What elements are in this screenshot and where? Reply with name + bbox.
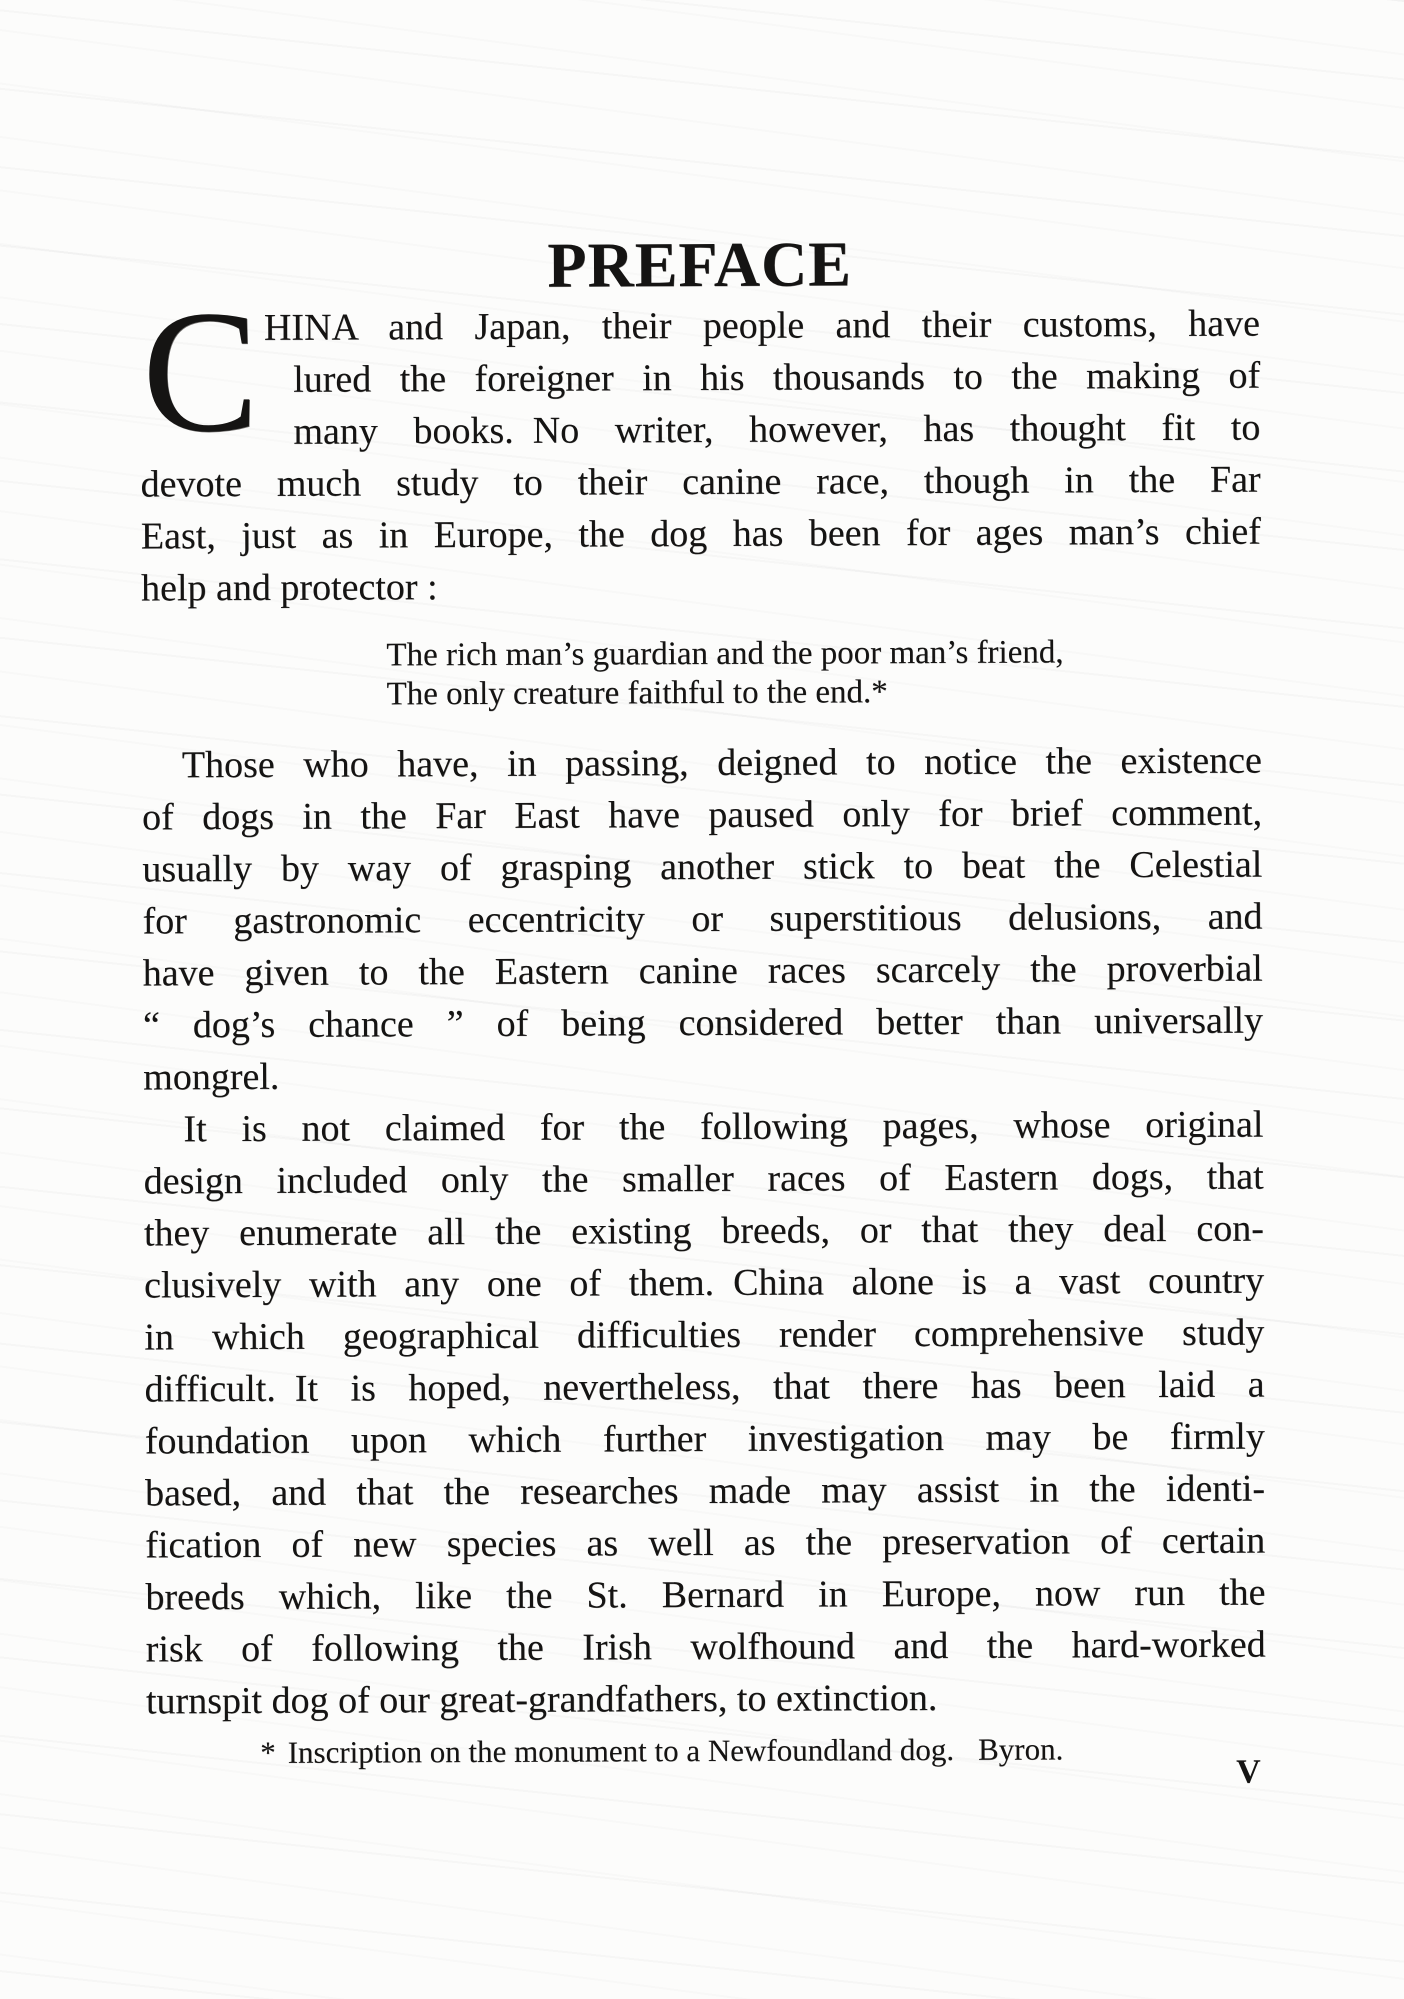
text-line: HINA and Japan, their people and their customs, have <box>263 302 1261 349</box>
text-line: help and protector : <box>140 566 438 610</box>
text-line: turnspit dog of our great-grandfathers, to extinction. <box>145 1676 938 1723</box>
opening-paragraph <box>140 273 1261 615</box>
page-title: PREFACE <box>547 228 853 301</box>
footnote-asterisk: * <box>260 1734 276 1770</box>
text-line: based, and that the researches made may assist in the identi- <box>144 1467 1266 1515</box>
text-line: lured the foreigner in his thousands to the making of <box>293 354 1261 401</box>
verse-line: The rich man’s guardian and the poor man’s friend, <box>386 634 1064 674</box>
text-line: East, just as in Europe, the dog has been for ages man’s chief <box>140 510 1261 558</box>
verse-line: The only creature faithful to the end.* <box>386 674 888 713</box>
footnote <box>146 1730 1266 1773</box>
text-line: usually by way of grasping another stick to beat the Celestial <box>142 843 1263 891</box>
text-line: risk of following the Irish wolfhound and the hard-worked <box>145 1623 1266 1671</box>
text-line: in which geographical difficulties render comprehensive study <box>144 1311 1265 1359</box>
drop-cap: C <box>141 273 260 469</box>
text-line: of dogs in the Far East have paused only for brief comment, <box>141 791 1263 839</box>
text-line: for gastronomic eccentricity or superstitious delusions, and <box>142 895 1263 943</box>
text-line: they enumerate all the existing breeds, or that they deal con- <box>143 1207 1264 1255</box>
text-line: “ dog’s chance ” of being considered better than universally <box>142 999 1264 1047</box>
text-line: breeds which, like the St. Bernard in Europe, now run the <box>145 1571 1266 1619</box>
text-column <box>140 273 1266 1773</box>
footnote-text: Inscription on the monument to a Newfoundland dog. <box>287 1731 955 1770</box>
text-line: difficult. It is hoped, nevertheless, that there has been laid a <box>144 1363 1265 1411</box>
page-number: V <box>1236 1753 1261 1791</box>
text-line: foundation upon which further investigation may be firmly <box>144 1415 1265 1463</box>
text-line: many books. No writer, however, has thought fit to <box>293 406 1261 453</box>
text-line: devote much study to their canine race, though in the Far <box>140 458 1261 506</box>
text-line: It is not claimed for the following pages, whose original <box>183 1103 1264 1151</box>
verse-quote <box>141 633 1261 716</box>
third-paragraph <box>143 1099 1266 1728</box>
text-line: Those who have, in passing, deigned to notice the existence <box>181 739 1262 787</box>
second-paragraph <box>142 735 1264 1104</box>
text-line: clusively with any one of them. China alone is a vast country <box>144 1259 1265 1307</box>
text-line: design included only the smaller races of Eastern dogs, that <box>143 1155 1264 1203</box>
footnote-attribution: Byron. <box>977 1731 1064 1767</box>
text-line: mongrel. <box>143 1055 280 1099</box>
text-line: fication of new species as well as the preservation of certain <box>145 1519 1266 1567</box>
text-line: have given to the Eastern canine races scarcely the proverbial <box>142 947 1263 995</box>
